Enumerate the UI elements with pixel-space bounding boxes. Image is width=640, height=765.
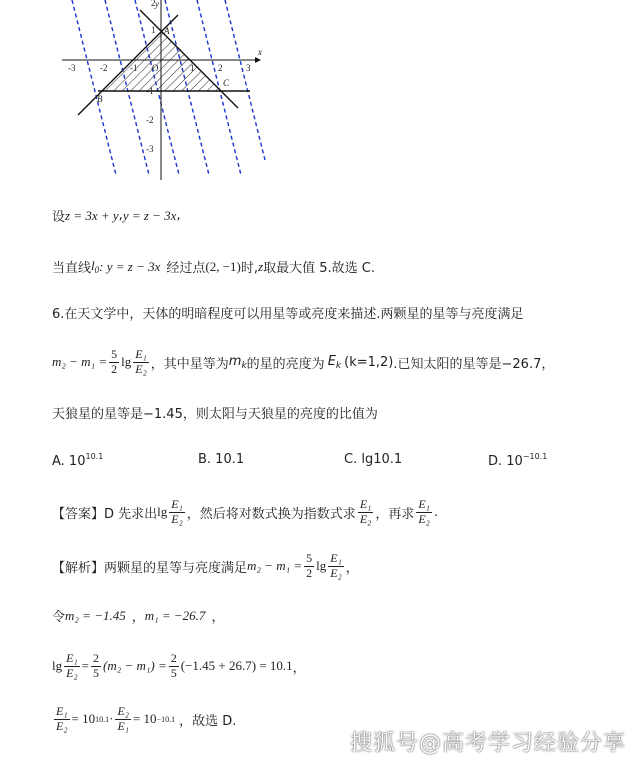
text: 经过点 xyxy=(166,261,206,276)
tick-y-2: 2 xyxy=(151,0,156,8)
tick-x-1: 1 xyxy=(190,63,195,73)
point-label-a: A xyxy=(164,26,170,36)
question-6-formula-line: m₂ − m₁ = $\frac{5}{2}$ lg $\frac{\text{E₁}}{\text{E₂}}$ ，其中星等为 $m_k$ 的星的亮度为 $E_k$ (k=1,2) .已知太阳的星等是−26.7， xyxy=(52,347,555,376)
watermark: 搜狐号@高考学习经验分享 xyxy=(349,731,626,756)
option-b: B. 10.1 xyxy=(198,452,245,467)
text: 当直线 xyxy=(52,261,92,276)
fraction-five-halves: $\frac{5}{2}$ xyxy=(111,347,118,376)
end-punct: , xyxy=(176,208,181,223)
tick-y-neg2: -2 xyxy=(146,115,154,125)
option-a: A. $10^{10.1}$ xyxy=(52,452,104,469)
text: 取最大值 5.故选 C. xyxy=(263,261,375,276)
fraction-e1-e2: $\frac{\text{E₁}}{\text{E₂}}$ xyxy=(330,551,342,580)
calc-line-2: $\frac{\text{E₁}}{\text{E₂}}$ = 10 10.1 · $\frac{\text{E₂}}{\text{E₁}}$ = 10 −10.1 ，故选 D. xyxy=(56,704,237,733)
text-line-max-value xyxy=(52,257,630,276)
tick-x-neg1: -1 xyxy=(130,63,138,73)
tick-y-1: 1 xyxy=(151,25,156,35)
point-coord: (2, −1) xyxy=(205,258,241,274)
lg: lg xyxy=(121,354,132,370)
question-6-stem-1: 6.在天文学中，天体的明暗程度可以用星等或亮度来描述.两颗星的星等与亮度满足 xyxy=(52,307,524,322)
tick-x-neg2: -2 xyxy=(100,63,108,73)
fraction-e1-e2: $\frac{\text{E₁}}{\text{E₂}}$ xyxy=(359,497,372,526)
line-l0: $l_0$ xyxy=(91,258,100,275)
text-prefix: 设 xyxy=(52,210,66,225)
text-line-set-z xyxy=(52,206,630,225)
analysis-line: 【解析】两颗星的星等与亮度满足 m₂ − m₁ = $\frac{5}{2}$ lg $\frac{\text{E₁}}{\text{E₂}}$ ， xyxy=(52,551,359,580)
question-6-stem-2: 天狼星的星等是−1.45，则太阳与天狼星的亮度的比值为 xyxy=(52,407,378,422)
x-axis-arrow xyxy=(255,57,261,63)
formula-lhs: m₂ − m₁ = xyxy=(52,354,108,370)
line-equation: : y = z − 3x xyxy=(99,258,161,274)
tick-x-3: 3 xyxy=(246,63,251,73)
tick-y-neg1: -1 xyxy=(146,86,154,96)
answer-line: 【答案】D 先求出 lg $\frac{\text{E₁}}{\text{E₂}}$ ，然后将对数式换为指数式求 $\frac{\text{E₁}}{\text{E₂}}$ ，再求 $\frac{\text{E₁}}{\text{E₂}}$ . xyxy=(52,497,438,526)
point-label-b: B xyxy=(97,94,103,104)
tick-x-2: 2 xyxy=(218,63,223,73)
var-z: z xyxy=(258,258,264,274)
fraction-five-halves: $\frac{5}{2}$ xyxy=(306,551,313,580)
tick-y-neg3: -3 xyxy=(146,144,154,154)
tick-origin: O xyxy=(152,63,159,73)
linear-programming-figure xyxy=(60,0,270,190)
equation-z: z = 3x + y xyxy=(65,207,119,223)
let-line: 令 m₂ = −1.45 ， m₁ = −26.7 ， xyxy=(52,607,225,625)
fraction-e1-e2: $\frac{\text{E₁}}{\text{E₂}}$ xyxy=(171,497,183,526)
y-axis-label: y xyxy=(155,0,159,9)
tick-x-neg3: -3 xyxy=(68,63,76,73)
equation-y: y = z − 3x xyxy=(122,207,177,223)
fraction-e1-e2: $\frac{\text{E₁}}{\text{E₂}}$ xyxy=(135,347,147,376)
point-label-c: C xyxy=(223,78,230,88)
separator: , xyxy=(118,208,123,223)
calc-line-1: lg $\frac{\text{E₁}}{\text{E₂}}$ = $\frac{2}{5}$ (m₂ − m₁) = $\frac{2}{5}$ (−1.45 + 26.7) = 10.1 ， xyxy=(52,651,306,680)
text: 时, xyxy=(240,261,259,276)
fraction-e1-e2: $\frac{\text{E₁}}{\text{E₂}}$ xyxy=(418,497,430,526)
x-axis-label: x xyxy=(258,47,262,57)
option-c: C. lg10.1 xyxy=(344,452,403,467)
option-d: D. $10^{-10.1}$ xyxy=(488,452,548,469)
